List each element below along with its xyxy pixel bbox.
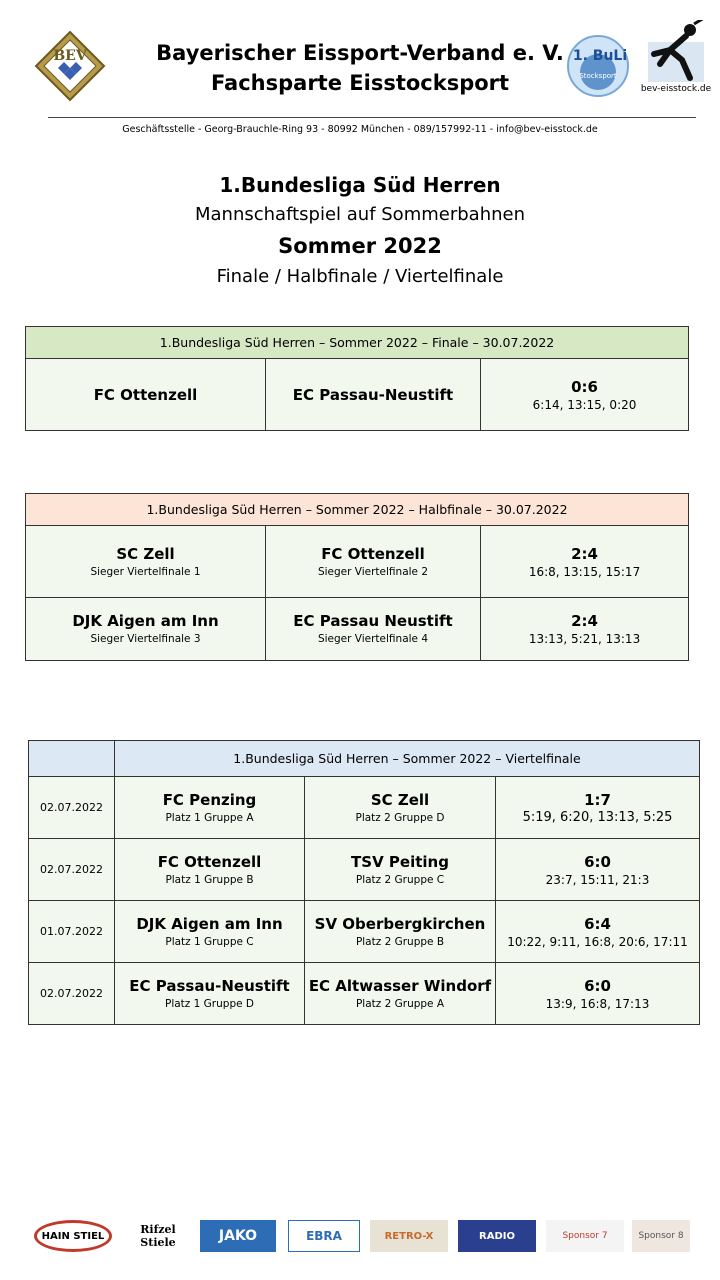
date-header-cell [29, 741, 115, 777]
finale-header: 1.Bundesliga Süd Herren – Sommer 2022 – Finale – 30.07.2022 [26, 327, 689, 359]
match-score: 2:4 [571, 544, 598, 563]
home-team: SC Zell [116, 544, 175, 563]
home-team: FC Ottenzell [93, 385, 198, 404]
page-header [0, 0, 720, 140]
result-cell [481, 598, 689, 661]
viertelfinale-match-row [29, 777, 700, 839]
home-team-note: Platz 1 Gruppe D [165, 997, 254, 1010]
org-division: Fachsparte Eisstocksport [210, 71, 510, 95]
home-team: DJK Aigen am Inn [136, 914, 283, 933]
sponsor-logo-ebra: EBRA [288, 1220, 360, 1252]
match-score: 6:0 [584, 976, 611, 995]
title-block [0, 170, 720, 292]
away-team-cell [305, 839, 496, 901]
result-cell [496, 963, 700, 1025]
eisstock-url: bev-eisstock.de [640, 84, 712, 94]
bev-logo [34, 30, 106, 102]
away-team-note: Platz 2 Gruppe C [355, 873, 445, 886]
match-date: 01.07.2022 [29, 901, 115, 963]
away-team-note: Platz 2 Gruppe A [355, 997, 445, 1010]
bundesliga-logo-text: 1. BuLi [572, 48, 628, 64]
eisstock-logo [640, 20, 712, 100]
contact-line: Geschäftsstelle - Georg-Brauchle-Ring 93 - 80992 München - 089/157992-11 - info@bev-eisstock.de [122, 124, 598, 135]
sponsor-logo-radio: RADIO [458, 1220, 536, 1252]
result-cell [481, 526, 689, 598]
away-team: EC Altwasser Windorf [308, 976, 492, 995]
home-team: EC Passau-Neustift [129, 976, 290, 995]
set-scores: 10:22, 9:11, 16:8, 20:6, 17:11 [507, 934, 688, 949]
home-team-note: Platz 1 Gruppe B [165, 873, 254, 886]
away-team: FC Ottenzell [321, 544, 425, 563]
bundesliga-logo [566, 34, 630, 98]
away-team: SV Oberbergkirchen [314, 914, 486, 933]
viertelfinale-header: 1.Bundesliga Süd Herren – Sommer 2022 – Viertelfinale [115, 741, 700, 777]
bev-logo-text: BEV [53, 48, 87, 64]
away-team-cell [266, 526, 481, 598]
away-team-cell [266, 359, 481, 431]
home-team-note: Platz 1 Gruppe A [165, 811, 254, 824]
competition-subtitle: Mannschaftspiel auf Sommerbahnen [194, 204, 525, 225]
home-team: FC Ottenzell [157, 852, 262, 871]
home-team-cell [115, 777, 305, 839]
home-team-note: Sieger Viertelfinale 3 [90, 633, 201, 645]
league-title: 1.Bundesliga Süd Herren [219, 173, 501, 197]
sponsor-logo-rifzel: Rifzel Stiele [140, 1223, 176, 1249]
rounds-title: Finale / Halbfinale / Viertelfinale [216, 266, 504, 287]
match-date: 02.07.2022 [29, 963, 115, 1025]
sponsor-logo-retrox: RETRO-X [370, 1220, 448, 1252]
viertelfinale-header-row [29, 741, 700, 777]
away-team: EC Passau Neustift [293, 612, 453, 630]
away-team-cell [305, 777, 496, 839]
home-team-cell [115, 963, 305, 1025]
viertelfinale-table [28, 740, 700, 1025]
match-date: 02.07.2022 [29, 839, 115, 901]
home-team-cell [26, 598, 266, 661]
match-score: 6:4 [584, 914, 611, 933]
sponsor-logo-8: Sponsor 8 [632, 1220, 690, 1252]
sponsor-logo-hainstiel: HAIN STIEL [34, 1220, 112, 1252]
header-divider [48, 117, 696, 118]
finale-match-row [26, 359, 689, 431]
set-scores: 13:13, 5:21, 13:13 [528, 632, 641, 646]
viertelfinale-match-row [29, 839, 700, 901]
viertelfinale-match-row [29, 963, 700, 1025]
away-team-note: Platz 2 Gruppe D [355, 811, 445, 824]
home-team-cell [26, 526, 266, 598]
away-team-note: Platz 2 Gruppe B [355, 935, 445, 948]
match-date: 02.07.2022 [29, 777, 115, 839]
home-team-cell [115, 901, 305, 963]
match-score: 2:4 [571, 612, 598, 630]
match-score: 1:7 [584, 790, 611, 809]
halbfinale-match-row [26, 526, 689, 598]
home-team-cell [115, 839, 305, 901]
finale-header-row [26, 327, 689, 359]
halbfinale-header-row [26, 494, 689, 526]
result-cell [496, 901, 700, 963]
finale-table [25, 326, 689, 431]
set-scores: 5:19, 6:20, 13:13, 5:25 [522, 809, 673, 825]
org-name: Bayerischer Eissport-Verband e. V. [156, 41, 564, 65]
home-team-note: Sieger Viertelfinale 1 [90, 565, 201, 578]
halbfinale-match-row [26, 598, 689, 661]
bundesliga-logo-sub: Stocksport [579, 72, 617, 80]
set-scores: 23:7, 15:11, 21:3 [545, 872, 650, 887]
away-team-note: Sieger Viertelfinale 2 [317, 565, 429, 578]
result-cell [496, 839, 700, 901]
halbfinale-table [25, 493, 689, 661]
sponsor-bar [30, 1216, 700, 1256]
away-team: EC Passau-Neustift [292, 385, 454, 404]
set-scores: 6:14, 13:15, 0:20 [532, 397, 637, 412]
sponsor-logo-jako: JAKO [200, 1220, 276, 1252]
away-team: SC Zell [370, 790, 430, 809]
viertelfinale-match-row [29, 901, 700, 963]
set-scores: 13:9, 16:8, 17:13 [545, 996, 650, 1011]
away-team-note: Sieger Viertelfinale 4 [317, 633, 429, 645]
set-scores: 16:8, 13:15, 15:17 [528, 564, 641, 579]
match-score: 0:6 [571, 377, 598, 396]
away-team-cell [266, 598, 481, 661]
away-team-cell [305, 963, 496, 1025]
home-team-note: Platz 1 Gruppe C [165, 935, 254, 948]
home-team: FC Penzing [162, 790, 257, 809]
result-cell [496, 777, 700, 839]
halbfinale-header: 1.Bundesliga Süd Herren – Sommer 2022 – Halbfinale – 30.07.2022 [26, 494, 689, 526]
home-team-cell [26, 359, 266, 431]
sponsor-logo-7: Sponsor 7 [546, 1220, 624, 1252]
match-score: 6:0 [584, 852, 611, 871]
org-title [130, 38, 590, 98]
season-title: Sommer 2022 [278, 234, 442, 258]
away-team: TSV Peiting [351, 852, 449, 871]
away-team-cell [305, 901, 496, 963]
curler-icon [640, 20, 712, 84]
result-cell [481, 359, 689, 431]
home-team: DJK Aigen am Inn [72, 612, 219, 630]
